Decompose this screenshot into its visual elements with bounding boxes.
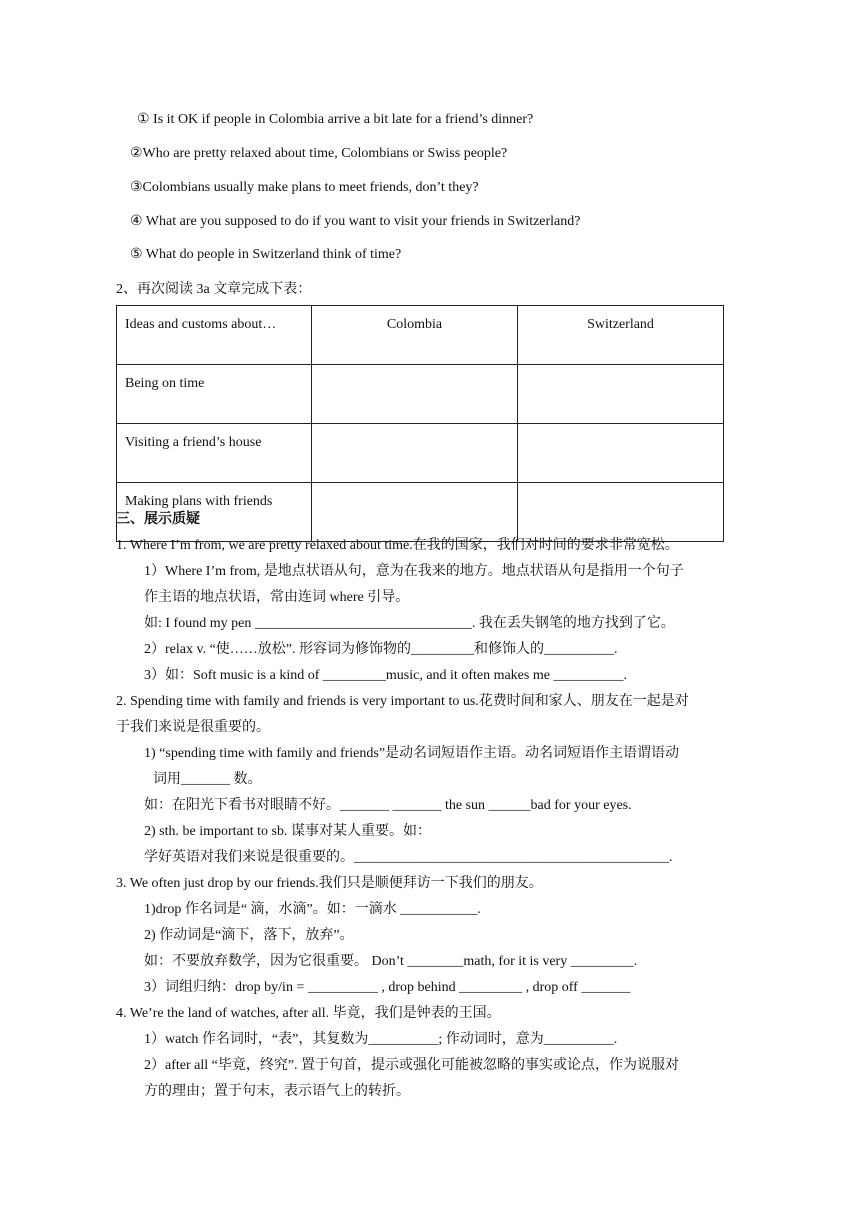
point-4-note: 方的理由；置于句末，表示语气上的转折。	[144, 1084, 410, 1099]
point-2-note: 2) sth. be important to sb. 谋事对某人重要。如：	[144, 824, 431, 839]
table-cell: Being on time	[117, 365, 312, 424]
question-4: ④ What are you supposed to do if you want to visit your friends in Switzerland?	[130, 214, 581, 229]
point-2-note: 1) “spending time with family and friends”是动名词短语作主语。动名词短语作主语谓语动	[144, 746, 680, 761]
question-2: ②Who are pretty relaxed about time, Colombians or Swiss people?	[130, 146, 508, 161]
point-3-example: 如：不要放弃数学，因为它很重要。 Don’t ________math, for it is very _________.	[144, 954, 638, 969]
point-1-note: 1）Where I’m from, 是地点状语从句，意为在我来的地方。地点状语从句是指用一个句子	[144, 564, 684, 579]
point-2-example: 如：在阳光下看书对眼睛不好。_______ _______ the sun ______bad for your eyes.	[144, 798, 632, 813]
question-1: ① Is it OK if people in Colombia arrive a bit late for a friend’s dinner?	[137, 112, 534, 127]
point-1-example: 3）如：Soft music is a kind of _________music, and it often makes me __________.	[144, 668, 627, 683]
table-header-cell: Ideas and customs about…	[117, 306, 312, 365]
table-cell-blank[interactable]	[312, 483, 518, 542]
table-row	[117, 424, 724, 483]
point-1-heading: 1. Where I’m from, we are pretty relaxed about time.在我的国家，我们对时间的要求非常宽松。	[116, 538, 679, 553]
table-cell: Visiting a friend’s house	[117, 424, 312, 483]
task-2-instruction: 2、再次阅读 3a 文章完成下表：	[116, 282, 312, 297]
table-row	[117, 483, 724, 542]
point-1-note: 2）relax v. “使……放松”. 形容词为修饰物的_________和修饰人的__________.	[144, 642, 618, 657]
point-3-note: 1)drop 作名词是“ 滴，水滴”。如：一滴水 ___________.	[144, 902, 481, 917]
point-4-note: 1）watch 作名词时，“表”，其复数为__________; 作动词时，意为__________.	[144, 1032, 618, 1047]
point-2-heading-cont: 于我们来说是很重要的。	[116, 720, 270, 735]
table-cell-blank[interactable]	[518, 483, 724, 542]
table-row	[117, 365, 724, 424]
section-3-title: 三、展示质疑	[116, 512, 200, 527]
point-2-heading: 2. Spending time with family and friends is very important to us.花费时间和家人、朋友在一起是对	[116, 694, 689, 709]
table-cell-blank[interactable]	[518, 365, 724, 424]
question-5: ⑤ What do people in Switzerland think of time?	[130, 247, 402, 262]
question-3: ③Colombians usually make plans to meet friends, don’t they?	[130, 180, 479, 195]
point-1-example: 如: I found my pen _______________________________. 我在丢失钢笔的地方找到了它。	[144, 616, 675, 631]
point-3-heading: 3. We often just drop by our friends.我们只是顺便拜访一下我们的朋友。	[116, 876, 543, 891]
table-header-cell: Colombia	[312, 306, 518, 365]
table-cell: Making plans with friends	[117, 483, 312, 542]
table-header-cell: Switzerland	[518, 306, 724, 365]
table-cell-blank[interactable]	[518, 424, 724, 483]
point-4-note: 2）after all “毕竟，终究”. 置于句首，提示或强化可能被忽略的事实或论点，作为说服对	[144, 1058, 680, 1073]
point-2-example: 学好英语对我们来说是很重要的。_____________________________________________.	[144, 850, 673, 865]
point-4-heading: 4. We’re the land of watches, after all. 毕竟，我们是钟表的王国。	[116, 1006, 501, 1021]
table-header-row	[117, 306, 724, 365]
point-3-note: 2) 作动词是“滴下，落下，放弃”。	[144, 928, 354, 943]
point-3-note: 3）词组归纳：drop by/in = __________ , drop behind _________ , drop off _______	[144, 980, 631, 995]
comparison-table	[116, 305, 724, 542]
table-cell-blank[interactable]	[312, 424, 518, 483]
point-2-note: 词用_______ 数。	[153, 772, 262, 787]
table-cell-blank[interactable]	[312, 365, 518, 424]
point-1-note: 作主语的地点状语，常由连词 where 引导。	[144, 590, 410, 605]
